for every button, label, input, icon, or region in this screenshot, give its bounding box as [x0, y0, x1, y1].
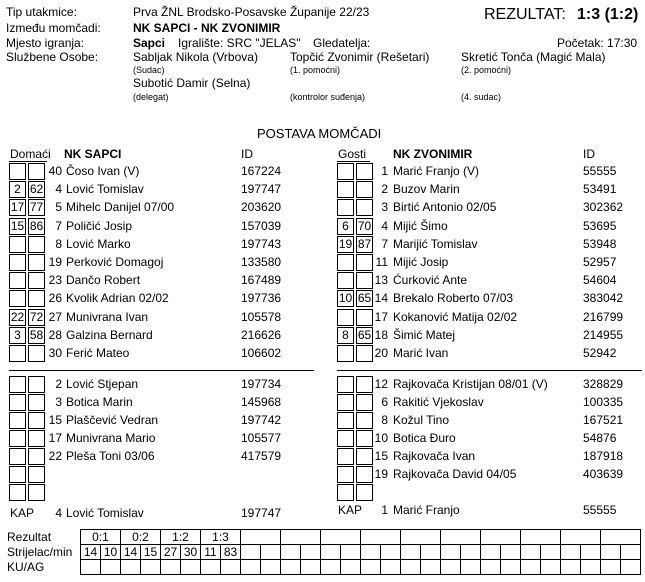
home-side-label: Domaći: [10, 147, 51, 161]
score-scorer-cell: 30: [181, 545, 201, 560]
away-starter-id: 216799: [583, 309, 624, 324]
score-result-cell: [361, 530, 401, 545]
score-kuag-cell: [181, 560, 201, 575]
away-starter-sub-in-box[interactable]: 19: [338, 236, 353, 251]
home-sub-number: 3: [55, 395, 62, 409]
home-starter-sub-in-box[interactable]: [9, 345, 26, 362]
home-starter-sub-minute-box[interactable]: 58: [29, 327, 44, 342]
away-subs-divider: [337, 370, 642, 371]
score-result-cell: [481, 530, 521, 545]
score-kuag-cell: [601, 560, 621, 575]
away-sub-in-box[interactable]: [337, 394, 354, 411]
score-result-cell: [241, 530, 281, 545]
away-starter-sub-minute-box[interactable]: 65: [357, 327, 372, 342]
away-sub-name: Botica Đuro: [393, 431, 456, 445]
home-starter-sub-minute-box[interactable]: [28, 236, 45, 253]
official-assistant-1-role: (1. pomoćni): [290, 65, 341, 75]
home-starter-name: Poličić Josip: [66, 218, 133, 233]
home-starter-sub-minute-box[interactable]: [28, 163, 45, 180]
away-starter-sub-minute-box[interactable]: 70: [357, 218, 372, 233]
away-starter-number: 18: [374, 327, 388, 342]
away-starter-name: Mijić Šimo: [393, 218, 448, 233]
official-controller-role: (kontrolor suđenja): [290, 92, 366, 102]
score-kuag-cell: [441, 560, 461, 575]
home-subs-divider: [9, 370, 314, 371]
score-scorer-cell: [581, 545, 601, 560]
score-kuag-cell: [561, 560, 581, 575]
away-starter-name: Mijić Josip: [393, 255, 449, 269]
home-starter-sub-minute-box[interactable]: [28, 290, 45, 307]
score-kuag-cell: [341, 560, 361, 575]
home-sub-id: 197734: [241, 377, 282, 391]
score-scorer-cell: 14: [121, 545, 141, 560]
away-sub-minute-box[interactable]: [356, 484, 373, 501]
away-starter-sub-in-box[interactable]: [337, 163, 354, 180]
official-delegate: Subotić Damir (Selna): [133, 76, 251, 90]
home-starter-number: 27: [48, 309, 62, 324]
score-kuag-cell: [401, 560, 421, 575]
score-scorer-cell: [421, 545, 441, 560]
home-side-underline: [9, 161, 47, 162]
home-sub-number: 15: [48, 413, 62, 427]
away-starter-id: 55555: [583, 164, 617, 178]
home-sub-id: 197742: [241, 413, 282, 427]
official-assistant-2-role: (2. pomoćni): [461, 65, 512, 75]
competition-name: Prva ŽNL Brodsko-Posavske Županije 22/23: [133, 5, 370, 19]
home-sub-id: 417579: [241, 449, 282, 463]
away-starter-name: Marijić Tomislav: [393, 236, 478, 251]
away-captain-id: 55555: [583, 503, 617, 517]
score-kuag-cell: [221, 560, 241, 575]
score-scorer-cell: [621, 545, 641, 560]
home-starter-name: Čoso Ivan (V): [66, 164, 140, 178]
away-starter-number: 7: [381, 236, 388, 251]
score-result-cell: [601, 530, 641, 545]
teams-label: Između momčadi:: [6, 21, 101, 35]
home-starter-sub-in-box[interactable]: [9, 163, 26, 180]
away-sub-number: 8: [381, 413, 388, 427]
home-sub-minute-box[interactable]: [28, 376, 45, 393]
home-starter-id: 203620: [241, 200, 282, 215]
score-scorer-cell: [241, 545, 261, 560]
away-sub-name: Rakitić Vjekoslav: [393, 395, 484, 409]
away-sub-id: 100335: [583, 395, 624, 409]
score-scorer-cell: 83: [221, 545, 241, 560]
away-sub-id: 167521: [583, 413, 624, 427]
home-starter-id: 197736: [241, 291, 282, 306]
score-kuag-cell: [381, 560, 401, 575]
home-id-header: ID: [241, 147, 253, 161]
score-scorer-cell: [281, 545, 301, 560]
home-starter-number: 23: [48, 273, 62, 288]
away-starter-id: 302362: [583, 200, 624, 215]
home-sub-in-box[interactable]: [9, 376, 26, 393]
home-starter-name: Kvolik Adrian 02/02: [66, 291, 169, 306]
score-scorer-cell: [301, 545, 321, 560]
kickoff-time: Početak: 17:30: [557, 36, 638, 50]
away-starter-number: 4: [381, 218, 388, 233]
home-starter-sub-in-box[interactable]: 2: [9, 181, 26, 198]
score-kuag-cell: [621, 560, 641, 575]
away-sub-id: 403639: [583, 467, 624, 481]
official-fourth-role: (4. sudac): [461, 92, 502, 102]
result-label: REZULTAT:: [484, 6, 566, 23]
score-scorer-cell: [481, 545, 501, 560]
score-kuag-cell: [421, 560, 441, 575]
home-starter-id: 157039: [241, 218, 282, 233]
score-kuag-cell: [521, 560, 541, 575]
score-scorer-cell: [601, 545, 621, 560]
home-starter-sub-in-box[interactable]: 3: [9, 327, 26, 344]
stadium: Igralište: SRC "JELAS": [178, 36, 301, 50]
home-starter-sub-minute-box[interactable]: [28, 345, 45, 362]
home-starter-number: 5: [55, 200, 62, 215]
score-scorer-cell: [561, 545, 581, 560]
home-sub-name: Lović Stjepan: [66, 377, 139, 391]
away-id-header: ID: [583, 147, 595, 161]
away-sub-number: 19: [374, 467, 388, 481]
home-sub-in-box[interactable]: [9, 466, 26, 483]
home-starter-id: 167224: [241, 164, 282, 178]
away-starter-sub-in-box[interactable]: [337, 199, 354, 216]
official-delegate-role: (delegat): [133, 92, 169, 102]
score-scorer-cell: [361, 545, 381, 560]
home-starter-sub-in-box[interactable]: [9, 290, 26, 307]
score-kuag-cell: [321, 560, 341, 575]
home-starter-number: 8: [55, 236, 62, 251]
away-starter-sub-in-box[interactable]: 8: [337, 327, 354, 344]
home-sub-minute-box[interactable]: [28, 394, 45, 411]
score-grid-table: [80, 529, 641, 575]
away-sub-number: 10: [374, 431, 388, 445]
home-sub-minute-box[interactable]: [28, 484, 45, 501]
score-rezultat-label: Rezultat: [7, 530, 52, 544]
score-scorer-cell: [441, 545, 461, 560]
home-starter-id: 106602: [241, 346, 282, 360]
home-starter-name: Perković Domagoj: [66, 255, 164, 269]
home-sub-in-box[interactable]: [9, 412, 26, 429]
home-sub-id: 105577: [241, 431, 282, 445]
score-result-cell: [321, 530, 361, 545]
lineup-section-title: POSTAVA MOMČADI: [257, 126, 382, 141]
home-starter-sub-in-box[interactable]: [9, 254, 26, 271]
away-starter-number: 1: [381, 164, 388, 178]
home-sub-in-box[interactable]: [9, 430, 26, 447]
official-referee: Sabljak Nikola (Vrbova): [133, 50, 258, 64]
away-starter-id: 53695: [583, 218, 617, 233]
score-kuag-cell: [261, 560, 281, 575]
home-starter-number: 28: [48, 327, 62, 342]
score-result-cell: [281, 530, 321, 545]
home-sub-name: Pleša Toni 03/06: [66, 449, 155, 463]
home-captain-number: 4: [55, 506, 62, 520]
away-sub-number: 12: [374, 377, 388, 391]
away-starter-sub-in-box[interactable]: [337, 181, 354, 198]
score-kuag-cell: [481, 560, 501, 575]
away-starter-number: 11: [375, 255, 388, 269]
away-starter-sub-in-box[interactable]: [337, 309, 354, 326]
home-starter-sub-minute-box[interactable]: [28, 272, 45, 289]
home-team-name: NK SAPCI: [64, 147, 122, 161]
away-sub-in-box[interactable]: [337, 466, 354, 483]
score-kuag-cell: [301, 560, 321, 575]
away-starter-name: Birtić Antonio 02/05: [393, 200, 497, 215]
away-sub-number: 15: [374, 449, 388, 463]
away-sub-number: 6: [381, 395, 388, 409]
score-scorer-cell: [501, 545, 521, 560]
score-scorer-cell: 14: [81, 545, 101, 560]
home-sub-minute-box[interactable]: [28, 412, 45, 429]
score-kuag-cell: [361, 560, 381, 575]
away-side-label: Gosti: [338, 147, 367, 161]
away-starter-number: 20: [374, 346, 388, 360]
away-sub-name: Rajkovača David 04/05: [393, 467, 517, 481]
home-sub-minute-box[interactable]: [28, 466, 45, 483]
score-scorer-cell: [381, 545, 401, 560]
away-starter-sub-minute-box[interactable]: 87: [357, 236, 372, 251]
home-starter-sub-minute-box[interactable]: 77: [29, 200, 44, 215]
home-sub-minute-box[interactable]: [28, 448, 45, 465]
spectators-label: Gledatelja:: [313, 36, 371, 50]
score-kuag-cell: [281, 560, 301, 575]
home-starter-id: 216626: [241, 327, 282, 342]
score-kuag-cell: [81, 560, 101, 575]
away-sub-id: 187918: [583, 449, 624, 463]
score-kuag-cell: [541, 560, 561, 575]
away-side-underline: [337, 161, 370, 162]
score-scorer-label: Strijelac/min: [7, 545, 73, 559]
score-result-cell: [561, 530, 601, 545]
home-starter-number: 4: [55, 182, 62, 197]
away-captain-label: KAP: [338, 503, 363, 517]
home-starter-id: 105578: [241, 309, 282, 324]
away-sub-in-box[interactable]: [337, 448, 354, 465]
home-starter-name: Mihelc Danijel 07/00: [66, 200, 175, 215]
home-sub-id: 145968: [241, 395, 282, 409]
away-starter-sub-in-box[interactable]: 10: [338, 291, 353, 306]
home-starter-name: Galzina Bernard: [66, 327, 153, 342]
score-kuag-cell: [581, 560, 601, 575]
venue-place: Sapci: [133, 36, 166, 50]
away-starter-id: 53948: [583, 236, 617, 251]
home-starter-id: 167489: [241, 273, 282, 288]
home-starter-sub-in-box[interactable]: [9, 236, 26, 253]
away-starter-name: Brekalo Roberto 07/03: [393, 291, 514, 306]
away-starter-id: 383042: [583, 291, 624, 306]
score-result-cell: 1:3: [201, 530, 241, 545]
home-starter-number: 30: [48, 346, 62, 360]
score-scorer-cell: 15: [141, 545, 161, 560]
away-captain-number: 1: [381, 503, 388, 517]
score-scorer-cell: [261, 545, 281, 560]
home-captain-id: 197747: [241, 506, 282, 520]
home-sub-name: Plaščević Vedran: [66, 413, 159, 427]
home-sub-in-box[interactable]: [9, 484, 26, 501]
away-starter-number: 3: [381, 200, 388, 215]
away-starter-id: 52942: [583, 346, 617, 360]
home-starter-number: 19: [48, 255, 62, 269]
officials-label: Službene Osobe:: [6, 50, 99, 64]
home-starter-sub-in-box[interactable]: 15: [10, 218, 25, 233]
score-kuag-cell: [241, 560, 261, 575]
home-starter-id: 133580: [241, 255, 282, 269]
away-sub-name: Rajkovača Kristijan 08/01 (V): [393, 377, 548, 391]
away-starter-sub-in-box[interactable]: 6: [337, 218, 354, 235]
score-scorer-cell: [341, 545, 361, 560]
score-results-row: [81, 530, 641, 545]
score-scorer-cell: [321, 545, 341, 560]
match-type-label: Tip utakmice:: [6, 5, 77, 19]
home-starter-sub-in-box[interactable]: 17: [10, 200, 25, 215]
score-result-cell: [521, 530, 561, 545]
venue-label: Mjesto igranja:: [6, 36, 85, 50]
away-starter-number: 2: [381, 182, 388, 197]
score-scorers-row: [81, 545, 641, 560]
home-starter-number: 7: [55, 218, 62, 233]
score-scorer-cell: 10: [101, 545, 121, 560]
away-sub-name: Kožul Tino: [393, 413, 450, 427]
score-result-cell: 0:2: [121, 530, 161, 545]
away-starter-number: 17: [374, 309, 388, 324]
score-kuag-cell: [141, 560, 161, 575]
home-sub-in-box[interactable]: [9, 394, 26, 411]
away-starter-name: Marić Ivan: [393, 346, 449, 360]
away-starter-sub-in-box[interactable]: [337, 272, 354, 289]
home-sub-minute-box[interactable]: [28, 430, 45, 447]
away-sub-id: 54876: [583, 431, 617, 445]
home-sub-name: Botica Marin: [66, 395, 133, 409]
home-sub-number: 2: [55, 377, 62, 391]
away-starter-id: 214955: [583, 327, 624, 342]
score-result-cell: 0:1: [81, 530, 121, 545]
score-kuag-cell: [461, 560, 481, 575]
official-referee-role: (Sudac): [133, 65, 165, 75]
home-starter-name: Munivrana Ivan: [66, 309, 149, 324]
home-starter-sub-in-box[interactable]: 22: [10, 309, 25, 324]
away-sub-in-box[interactable]: [337, 376, 354, 393]
away-sub-in-box[interactable]: [337, 412, 354, 429]
home-starter-name: Lović Tomislav: [66, 182, 144, 197]
official-assistant-1: Topčić Zvonimir (Rešetari): [290, 50, 430, 64]
away-sub-name: Rajkovača Ivan: [393, 449, 476, 463]
away-sub-id: 328829: [583, 377, 624, 391]
away-starter-number: 14: [374, 291, 388, 306]
score-result-cell: 1:2: [161, 530, 201, 545]
away-starter-id: 54604: [583, 273, 617, 288]
score-scorer-cell: [461, 545, 481, 560]
away-captain-name: Marić Franjo: [393, 503, 460, 517]
away-sub-in-box[interactable]: [337, 430, 354, 447]
score-kuag-cell: [161, 560, 181, 575]
score-scorer-cell: 11: [201, 545, 221, 560]
away-team-name: NK ZVONIMIR: [393, 147, 473, 161]
score-kuag-row: [81, 560, 641, 575]
official-assistant-2: Skretić Tonča (Magić Mala): [461, 50, 606, 64]
away-starter-name: Šimić Matej: [393, 327, 456, 342]
home-starter-number: 40: [48, 164, 62, 178]
match-teams: NK SAPCI - NK ZVONIMIR: [133, 21, 281, 35]
away-starter-number: 13: [374, 273, 388, 288]
score-result-cell: [401, 530, 441, 545]
home-starter-name: Lović Marko: [66, 236, 131, 251]
away-starter-name: Marić Franjo (V): [393, 164, 480, 178]
away-starter-id: 52957: [583, 255, 617, 269]
score-result-cell: [441, 530, 481, 545]
home-starter-name: Dančo Robert: [66, 273, 141, 288]
score-scorer-cell: 27: [161, 545, 181, 560]
home-starter-name: Ferić Mateo: [66, 346, 130, 360]
home-starter-sub-minute-box[interactable]: 72: [29, 309, 44, 324]
score-scorer-cell: [521, 545, 541, 560]
home-sub-name: Munivrana Mario: [66, 431, 156, 445]
away-starter-sub-minute-box[interactable]: 65: [357, 291, 372, 306]
away-starter-sub-in-box[interactable]: [337, 254, 354, 271]
home-captain-label: KAP: [10, 506, 35, 520]
home-sub-number: 17: [48, 431, 62, 445]
home-starter-number: 26: [48, 291, 62, 306]
away-starter-sub-in-box[interactable]: [337, 345, 354, 362]
home-captain-name: Lović Tomislav: [66, 506, 144, 520]
away-starter-name: Ćurković Ante: [393, 273, 468, 288]
home-sub-in-box[interactable]: [9, 448, 26, 465]
score-scorer-cell: [541, 545, 561, 560]
home-starter-sub-minute-box[interactable]: 86: [29, 218, 44, 233]
home-starter-sub-in-box[interactable]: [9, 272, 26, 289]
home-starter-sub-minute-box[interactable]: 62: [29, 182, 44, 197]
score-scorer-cell: [401, 545, 421, 560]
away-starter-name: Buzov Marin: [393, 182, 460, 197]
score-kuag-cell: [121, 560, 141, 575]
away-sub-in-box[interactable]: [337, 484, 354, 501]
home-starter-id: 197743: [241, 236, 282, 251]
result-value: 1:3 (1:2): [577, 6, 639, 23]
away-starter-name: Kokanović Matija 02/02: [393, 309, 518, 324]
score-kuag-cell: [101, 560, 121, 575]
score-kuag-label: KU/AG: [7, 560, 45, 574]
home-starter-id: 197747: [241, 182, 282, 197]
home-starter-sub-minute-box[interactable]: [28, 254, 45, 271]
home-sub-number: 22: [48, 449, 62, 463]
score-kuag-cell: [501, 560, 521, 575]
score-kuag-cell: [201, 560, 221, 575]
away-starter-id: 53491: [583, 182, 617, 197]
